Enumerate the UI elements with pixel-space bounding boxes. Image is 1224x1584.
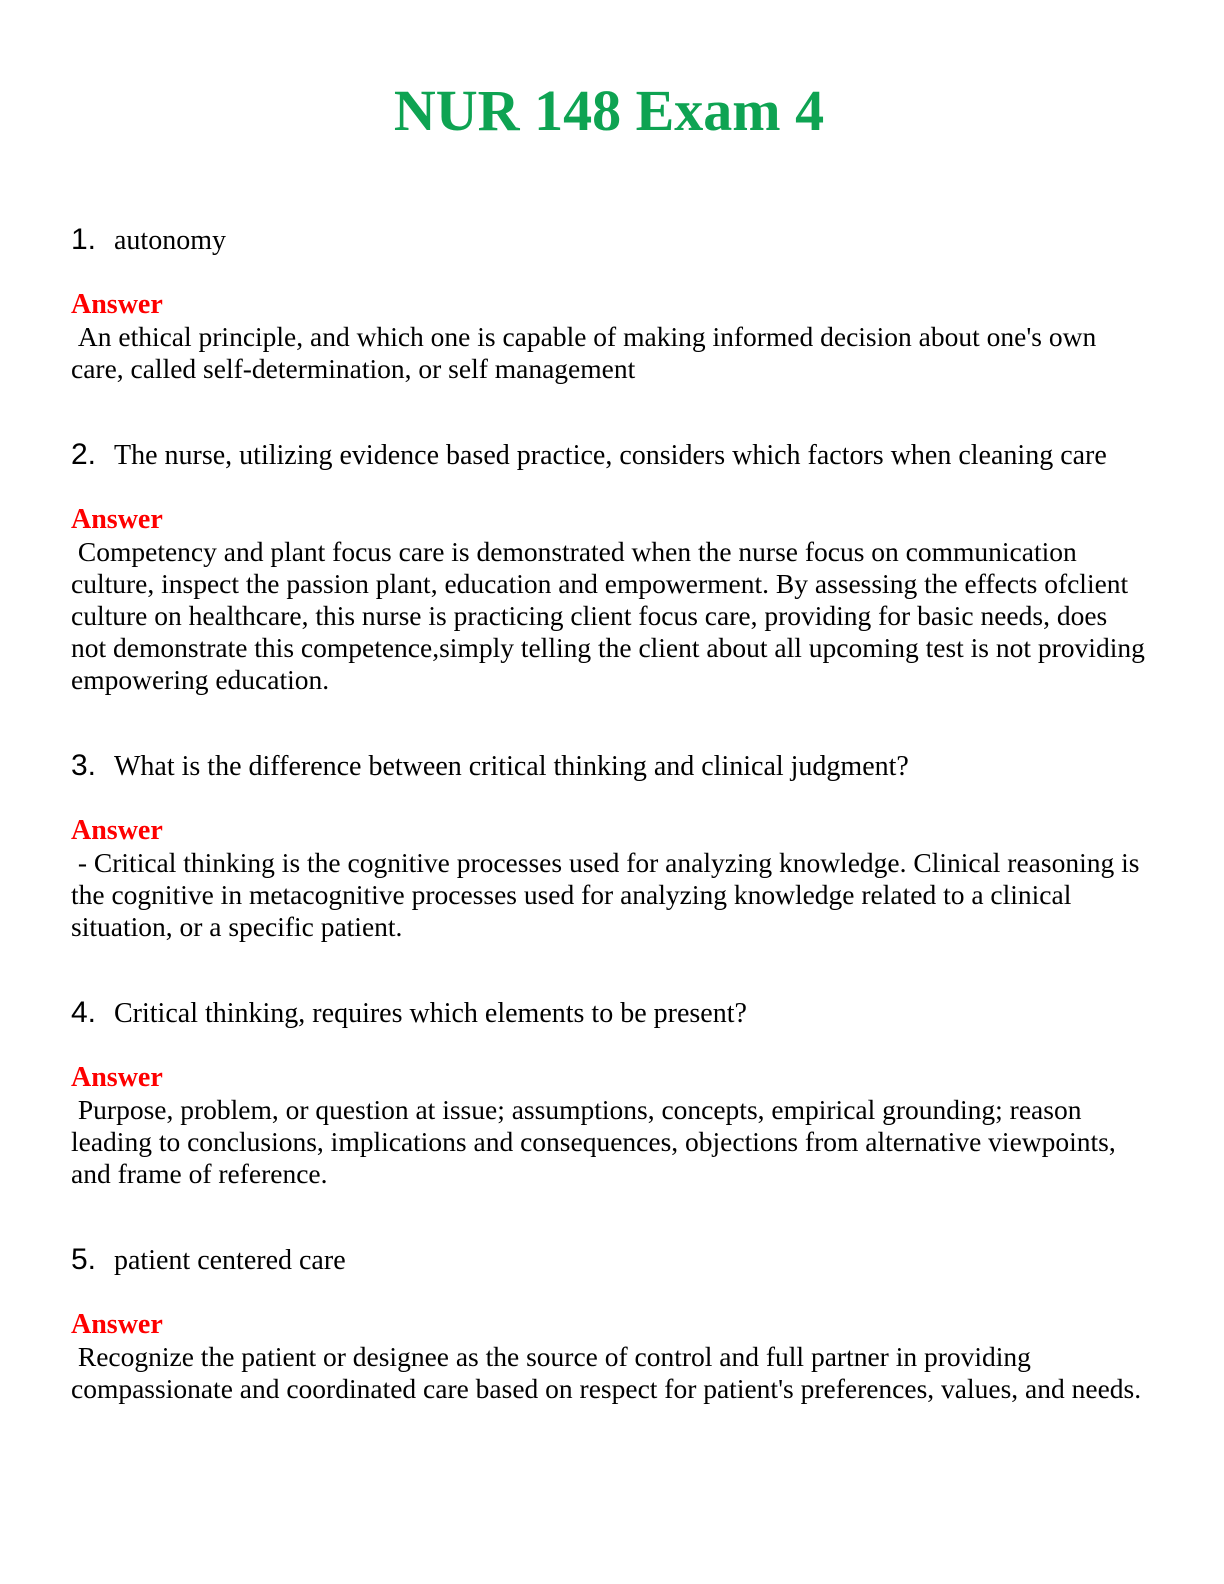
answer-label: Answer [71,1062,163,1093]
question-number: 4. [71,996,97,1029]
question-block-3 [71,748,1147,943]
answer-label: Answer [71,289,163,320]
question-number: 3. [71,749,97,782]
question-text: autonomy [114,225,226,256]
question-number: 2. [71,438,97,471]
answer-label: Answer [71,504,163,535]
answer-text: An ethical principle, and which one is capable of making informed decision about one's own care, called self-determination, or self management [71,321,1104,384]
question-block-2 [71,437,1152,696]
question-line [71,1242,1147,1279]
question-number: 1. [71,223,97,256]
answer-label: Answer [71,815,163,846]
answer-text: Competency and plant focus care is demonstrated when the nurse focus on communication culture, inspect the passion plant, education and empowerment. By assessing the effects ofclient culture on healthcare, this nurse is practicing client focus care, providing for basic needs, does not demonstrate this competence,simply telling the client about all upcoming test is not providing empowering education. [71,536,1152,695]
question-line [71,748,1147,785]
question-list [71,222,1152,1405]
answer-label: Answer [71,1309,163,1340]
question-line [71,437,1147,474]
question-line [71,995,1147,1032]
answer-text: Purpose, problem, or question at issue; assumptions, concepts, empirical grounding; reason leading to conclusions, implications and consequences, objections from alternative viewpoints, and frame of reference. [71,1094,1123,1189]
question-block-1 [71,222,1147,385]
page-title: NUR 148 Exam 4 [393,78,825,143]
question-text: patient centered care [114,1245,346,1276]
question-line [71,222,1147,259]
question-block-4 [71,995,1147,1190]
question-text: The nurse, utilizing evidence based practice, considers which factors when cleaning care [114,440,1107,471]
answer-text: - Critical thinking is the cognitive processes used for analyzing knowledge. Clinical reasoning is the cognitive in metacognitive processes used for analyzing knowledge related to a clinical situation, or a specific patient. [71,847,1147,942]
question-text: What is the difference between critical thinking and clinical judgment? [114,751,909,782]
question-number: 5. [71,1243,97,1276]
answer-text: Recognize the patient or designee as the source of control and full partner in providing compassionate and coordinated care based on respect for patient's preferences, values, and needs. [71,1341,1142,1404]
question-block-5 [71,1242,1147,1405]
question-text: Critical thinking, requires which elements to be present? [114,998,747,1029]
